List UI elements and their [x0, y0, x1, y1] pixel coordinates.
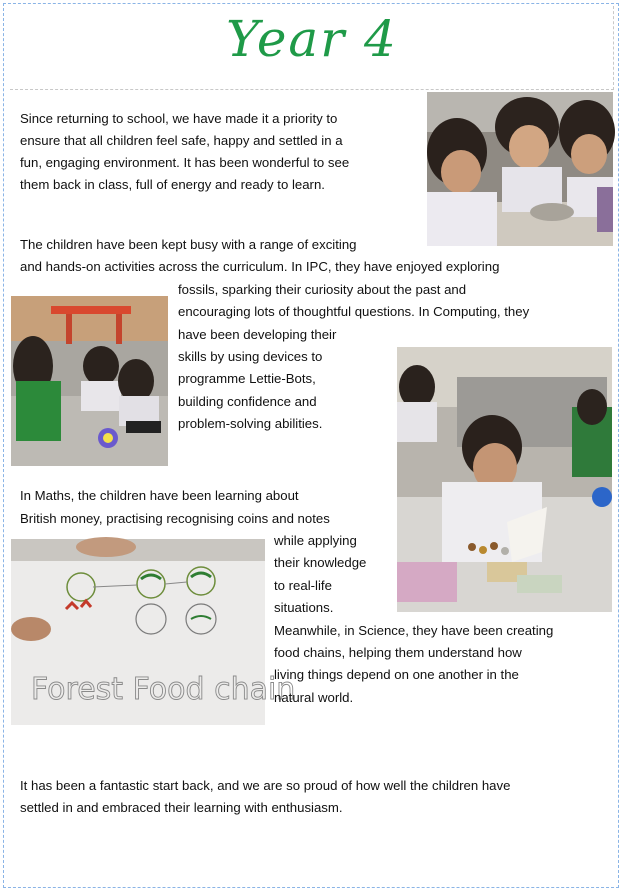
para2-line9: problem-solving abilities. [178, 416, 323, 431]
para1-line1: Since returning to school, we have made it a priority to [20, 111, 338, 126]
page-title: Year 4 [226, 10, 398, 68]
photo-british-money [397, 347, 612, 612]
para4-line2: settled in and embraced their learning with enthusiasm. [20, 800, 343, 815]
para2-line3: fossils, sparking their curiosity about the past and [178, 282, 467, 297]
para1-line4: them back in class, full of energy and ready to learn. [20, 177, 325, 192]
para3-line6: situations. [274, 600, 334, 615]
para2-line8: building confidence and [178, 394, 317, 409]
para3-line3: while applying [274, 533, 357, 548]
photo-lettie-bots [11, 296, 168, 466]
para2-line6: skills by using devices to [178, 349, 323, 364]
para2-line2: and hands-on activities across the curriculum. In IPC, they have enjoyed exploring [20, 259, 500, 274]
para3-line4: their knowledge [274, 555, 367, 570]
para3-line9: living things depend on one another in the [274, 667, 519, 682]
para1-line2: ensure that all children feel safe, happy and settled in a [20, 133, 343, 148]
para3-line10: natural world. [274, 690, 354, 705]
para3-line1: In Maths, the children have been learning about [20, 488, 299, 503]
para2-line7: programme Lettie-Bots, [178, 371, 316, 386]
para3-line5: to real-life [274, 578, 332, 593]
para3-line2: British money, practising recognising coins and notes [20, 511, 330, 526]
photo-fossils [427, 92, 613, 246]
para3-line8: food chains, helping them understand how [274, 645, 522, 660]
drawing-caption: Forest Food chain [31, 672, 296, 707]
photo-food-chain-drawing [11, 539, 296, 725]
para4-line1: It has been a fantastic start back, and we are so proud of how well the children have [20, 778, 511, 793]
para3-line7: Meanwhile, in Science, they have been creating [274, 623, 554, 638]
para2-line5: have been developing their [178, 327, 337, 342]
para2-line4: encouraging lots of thoughtful questions. In Computing, they [178, 304, 530, 319]
para1-line3: fun, engaging environment. It has been wonderful to see [20, 155, 350, 170]
para2-line1: The children have been kept busy with a range of exciting [20, 237, 357, 252]
